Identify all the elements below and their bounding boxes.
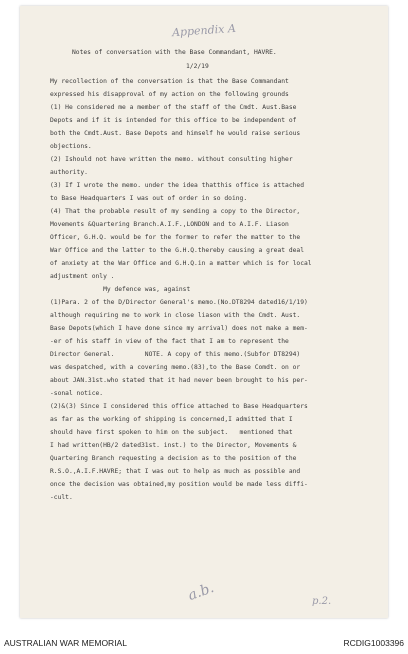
body-line: Officer, G.H.Q. would be for the former to refer the matter to the <box>50 234 301 241</box>
body-line: Movements &Quartering Branch.A.I.F.,LONDON and to A.I.F. Liason <box>50 221 289 228</box>
body-line: (4) That the probable result of my sending a copy to the Director, <box>50 208 301 215</box>
body-line: expressed his disapproval of my action on the following grounds <box>50 91 289 98</box>
body-line: Quartering Branch requesting a decision as to the position of the <box>50 455 297 462</box>
body-line: of anxiety at the War Office and G.H.Q.in a matter which is for local <box>50 260 312 267</box>
body-line: was despatched, with a covering memo.(83),to the Base Comdt. on or <box>50 364 301 371</box>
body-line: My defence was, against <box>50 286 191 293</box>
document-date: 1/2/19 <box>186 63 209 70</box>
body-line: although requiring me to work in close liason with the Cmdt. Aust. <box>50 312 301 319</box>
body-line: authority. <box>50 169 88 176</box>
archive-name: AUSTRALIAN WAR MEMORIAL <box>4 638 127 648</box>
body-line: (2) Ishould not have written the memo. without consulting higher <box>50 156 293 163</box>
archive-id: RCDIG1003396 <box>343 638 404 648</box>
body-line: -er of his staff in view of the fact that I am to represent the <box>50 338 289 345</box>
archive-footer <box>0 638 408 654</box>
body-line: (1) He considered me a member of the staff of the Cmdt. Aust.Base <box>50 104 297 111</box>
body-line: about JAN.31st.who stated that it had never been brought to his per- <box>50 377 308 384</box>
body-line: Director General. NOTE. A copy of this memo.(Subfor DT8294) <box>50 351 301 358</box>
body-line: (3) If I wrote the memo. under the idea thatthis office is attached <box>50 182 305 189</box>
body-line: objections. <box>50 143 92 150</box>
body-line: as far as the working of shipping is concerned,I admitted that I <box>50 416 293 423</box>
appendix-annotation: Appendix A <box>171 21 237 40</box>
body-line: Depots and if it is intended for this office to be independent of <box>50 117 297 124</box>
body-line: adjustment only . <box>50 273 115 280</box>
body-line: My recollection of the conversation is that the Base Commandant <box>50 78 289 85</box>
document-body <box>50 75 380 504</box>
body-line: should have first spoken to him on the subject. mentioned that <box>50 429 293 436</box>
body-line: to Base Headquarters I was out of order in so doing. <box>50 195 248 202</box>
body-line: both the Cmdt.Aust. Base Depots and himself he would raise serious <box>50 130 301 137</box>
document-title: Notes of conversation with the Base Commandant, HAVRE. <box>72 49 277 56</box>
body-line: (1)Para. 2 of the D/Director General's memo.(No.DT8294 dated16/1/19) <box>50 299 308 306</box>
page-annotation: p.2. <box>312 596 332 607</box>
body-line: I had written(HB/2 dated31st. inst.) to the Director, Movements & <box>50 442 297 449</box>
document-page <box>20 6 388 618</box>
body-line: -sonal notice. <box>50 390 104 397</box>
initials-annotation: a.b. <box>186 579 217 605</box>
body-line: (2)&(3) Since I considered this office attached to Base Headquarters <box>50 403 308 410</box>
body-line: -cult. <box>50 494 73 501</box>
body-line: War Office and the latter to the G.H.Q.thereby causing a great deal <box>50 247 305 254</box>
body-line: Base Depots(which I have done since my arrival) does not make a mem- <box>50 325 308 332</box>
body-line: R.S.O.,A.I.F.HAVRE; that I was out to help as much as possible and <box>50 468 301 475</box>
body-line: once the decision was obtained,my position would be made less diffi- <box>50 481 308 488</box>
